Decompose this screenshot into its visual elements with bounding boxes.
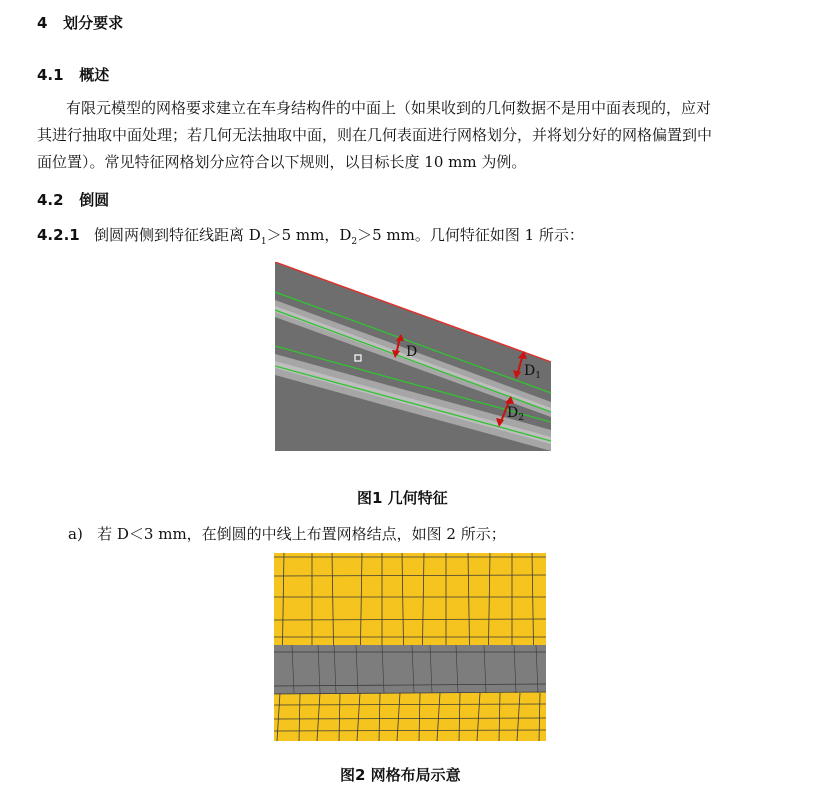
figure-2-mesh-layout: [274, 553, 546, 741]
label-d2-sub: 2: [518, 413, 524, 423]
paragraph-line-1: 有限元模型的网格要求建立在车身结构件的中面上（如果收到的几何数据不是用中面表现的，应对: [66, 99, 712, 117]
figure-1-caption: 图1 几何特征: [357, 489, 448, 507]
clause-number: 4.2.1: [37, 226, 80, 244]
clause-text-mid: ＞5 mm，D: [266, 226, 352, 244]
subsection-number: 4.2: [37, 191, 64, 209]
subsection-number: 4.1: [37, 66, 64, 84]
section-heading: [37, 12, 123, 33]
label-d2-main: D: [507, 405, 519, 421]
label-d: D: [406, 344, 418, 360]
label-d1-sub: 1: [535, 371, 541, 381]
list-text: 若 D＜3 mm，在倒圆的中线上布置网格结点，如图 2 所示；: [97, 525, 506, 543]
list-marker: a): [68, 525, 83, 543]
subsection-heading-4-1: [37, 64, 109, 85]
clause-4-2-1: [37, 222, 584, 256]
clause-sub-1: 1: [260, 237, 267, 247]
paragraph-line-3: 面位置）。常见特征网格划分应符合以下规则，以目标长度 10 mm 为例。: [37, 153, 527, 171]
clause-text-post: ＞5 mm。几何特征如图 1 所示：: [357, 226, 584, 244]
section-number: 4: [37, 14, 48, 32]
clause-sub-2: 2: [351, 237, 358, 247]
label-d1-main: D: [524, 363, 536, 379]
figure-2-caption: 图2 网格布局示意: [340, 766, 461, 784]
list-item-a: [68, 521, 506, 548]
figure-1-geometry: [275, 262, 551, 451]
paragraph-line-2: 其进行抽取中面处理；若几何无法抽取中面，则在几何表面进行网格划分，并将划分好的网格偏置到中: [37, 126, 713, 144]
subsection-heading-4-2: [37, 189, 109, 210]
section-title: 划分要求: [63, 14, 124, 32]
clause-text-pre: 倒圆两侧到特征线距离 D: [94, 226, 261, 244]
subsection-title: 概述: [79, 66, 110, 84]
subsection-title: 倒圆: [79, 191, 110, 209]
